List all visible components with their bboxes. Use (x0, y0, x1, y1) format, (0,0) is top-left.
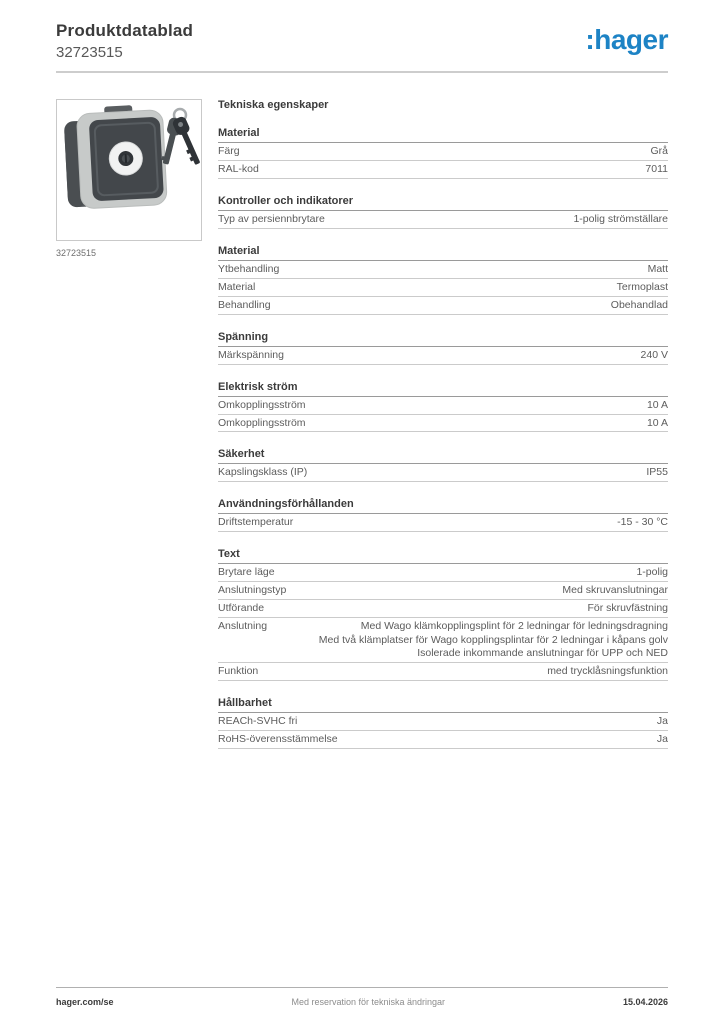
spec-row (218, 347, 668, 365)
spec-label: RoHS-överensstämmelse (218, 732, 338, 745)
spec-row (218, 464, 668, 482)
spec-row (218, 663, 668, 681)
product-photo (56, 99, 202, 241)
section-header: Spänning (218, 331, 668, 347)
spec-value: Matt (647, 262, 668, 275)
spec-row (218, 713, 668, 731)
spec-label: Behandling (218, 298, 271, 311)
spec-label: Utförande (218, 602, 265, 615)
spec-row (218, 582, 668, 600)
spec-value: Termoplast (616, 280, 668, 293)
spec-label: Omkopplingsström (218, 416, 306, 429)
spec-section-text (218, 548, 668, 681)
spec-value-line: Isolerade inkommande anslutningar för UPP och NED (417, 647, 668, 659)
spec-row (218, 261, 668, 279)
spec-value: 10 A (646, 416, 668, 429)
spec-label: Brytare läge (218, 566, 275, 579)
section-header: Elektrisk ström (218, 381, 668, 397)
spec-section-elektrisk-strom (218, 381, 668, 433)
footer-website: hager.com/se (56, 997, 114, 1007)
spec-value-line: Med Wago klämkopplingsplint för 2 ledningar för ledningsdragning (360, 620, 668, 633)
section-header: Säkerhet (218, 448, 668, 464)
header-titles (56, 21, 193, 61)
spec-value: -15 - 30 °C (617, 516, 668, 529)
footer-date: 15.04.2026 (622, 997, 668, 1007)
spec-section-sakerhet (218, 448, 668, 482)
spec-label: Märkspänning (218, 348, 284, 361)
spec-row (218, 731, 668, 749)
spec-value-line: Med två klämplatser för Wago kopplingsplintar för 2 ledningar i kåpans golv (318, 633, 668, 646)
section-header: Text (218, 548, 668, 564)
spec-row (218, 415, 668, 433)
spec-section-hallbarhet (218, 697, 668, 749)
spec-value: Obehandlad (610, 298, 668, 311)
spec-label: Material (218, 280, 256, 293)
spec-row-multiline (218, 618, 668, 663)
spec-label: REACh-SVHC fri (218, 714, 298, 727)
header-divider (56, 71, 668, 73)
spec-value-multiline (281, 620, 668, 660)
spec-label: Anslutning (218, 620, 268, 633)
key-switch-illustration (57, 100, 201, 240)
keys-illustration (159, 109, 201, 167)
footer-disclaimer: Med reservation för tekniska ändringar (291, 997, 446, 1007)
spec-label: Färg (218, 145, 240, 157)
header (56, 21, 668, 61)
spec-section-spanning (218, 331, 668, 365)
section-header: Material (218, 245, 668, 261)
spec-value: IP55 (646, 466, 668, 479)
spec-label: Driftstemperatur (218, 516, 294, 529)
spec-label: Funktion (218, 664, 259, 677)
spec-value: För skruvfästning (587, 602, 668, 615)
spec-value: Grå (650, 145, 668, 157)
spec-section-material-2 (218, 245, 668, 315)
spec-label: Omkopplingsström (218, 398, 306, 411)
footer (56, 987, 668, 1024)
spec-table-title: Tekniska egenskaper (218, 99, 329, 111)
section-header: Kontroller och indikatorer (218, 195, 668, 211)
spec-value: 240 V (640, 348, 668, 361)
spec-section-anvandningsforhallanden (218, 498, 668, 532)
section-header: Hållbarhet (218, 697, 668, 713)
spec-row (218, 279, 668, 297)
spec-row (218, 600, 668, 618)
spec-value: Ja (656, 732, 668, 745)
product-figure (56, 99, 203, 749)
spec-row (218, 397, 668, 415)
main-content (56, 99, 668, 749)
spec-section-material-1 (218, 127, 668, 179)
hager-logo: :hager (585, 24, 668, 55)
page-title: Produktdatablad (56, 21, 194, 40)
spec-value: Ja (656, 714, 668, 727)
spec-label: Kapslingsklass (IP) (218, 466, 308, 479)
spec-row (218, 161, 668, 179)
spec-label: Typ av persiennbrytare (218, 212, 325, 225)
spec-row (218, 297, 668, 315)
spec-value: med trycklåsningsfunktion (547, 664, 668, 677)
spec-section-kontroller (218, 195, 668, 229)
spec-label: Ytbehandling (218, 262, 280, 275)
section-header: Material (218, 127, 668, 143)
spec-value: 7011 (645, 162, 668, 175)
product-number: 32723515 (56, 44, 123, 61)
spec-row (218, 564, 668, 582)
spec-value: 10 A (646, 398, 668, 411)
spec-row (218, 143, 668, 161)
spec-label: Anslutningstyp (218, 584, 287, 597)
spec-row (218, 211, 668, 229)
spec-value: 1-polig (636, 566, 668, 579)
product-photo-caption: 32723515 (56, 248, 97, 258)
section-header: Användningsförhållanden (218, 498, 668, 514)
spec-label: RAL-kod (218, 162, 259, 175)
spec-table (218, 99, 668, 749)
spec-value: Med skruvanslutningar (562, 584, 668, 597)
spec-value: 1-polig strömställare (573, 212, 668, 225)
spec-row (218, 514, 668, 532)
